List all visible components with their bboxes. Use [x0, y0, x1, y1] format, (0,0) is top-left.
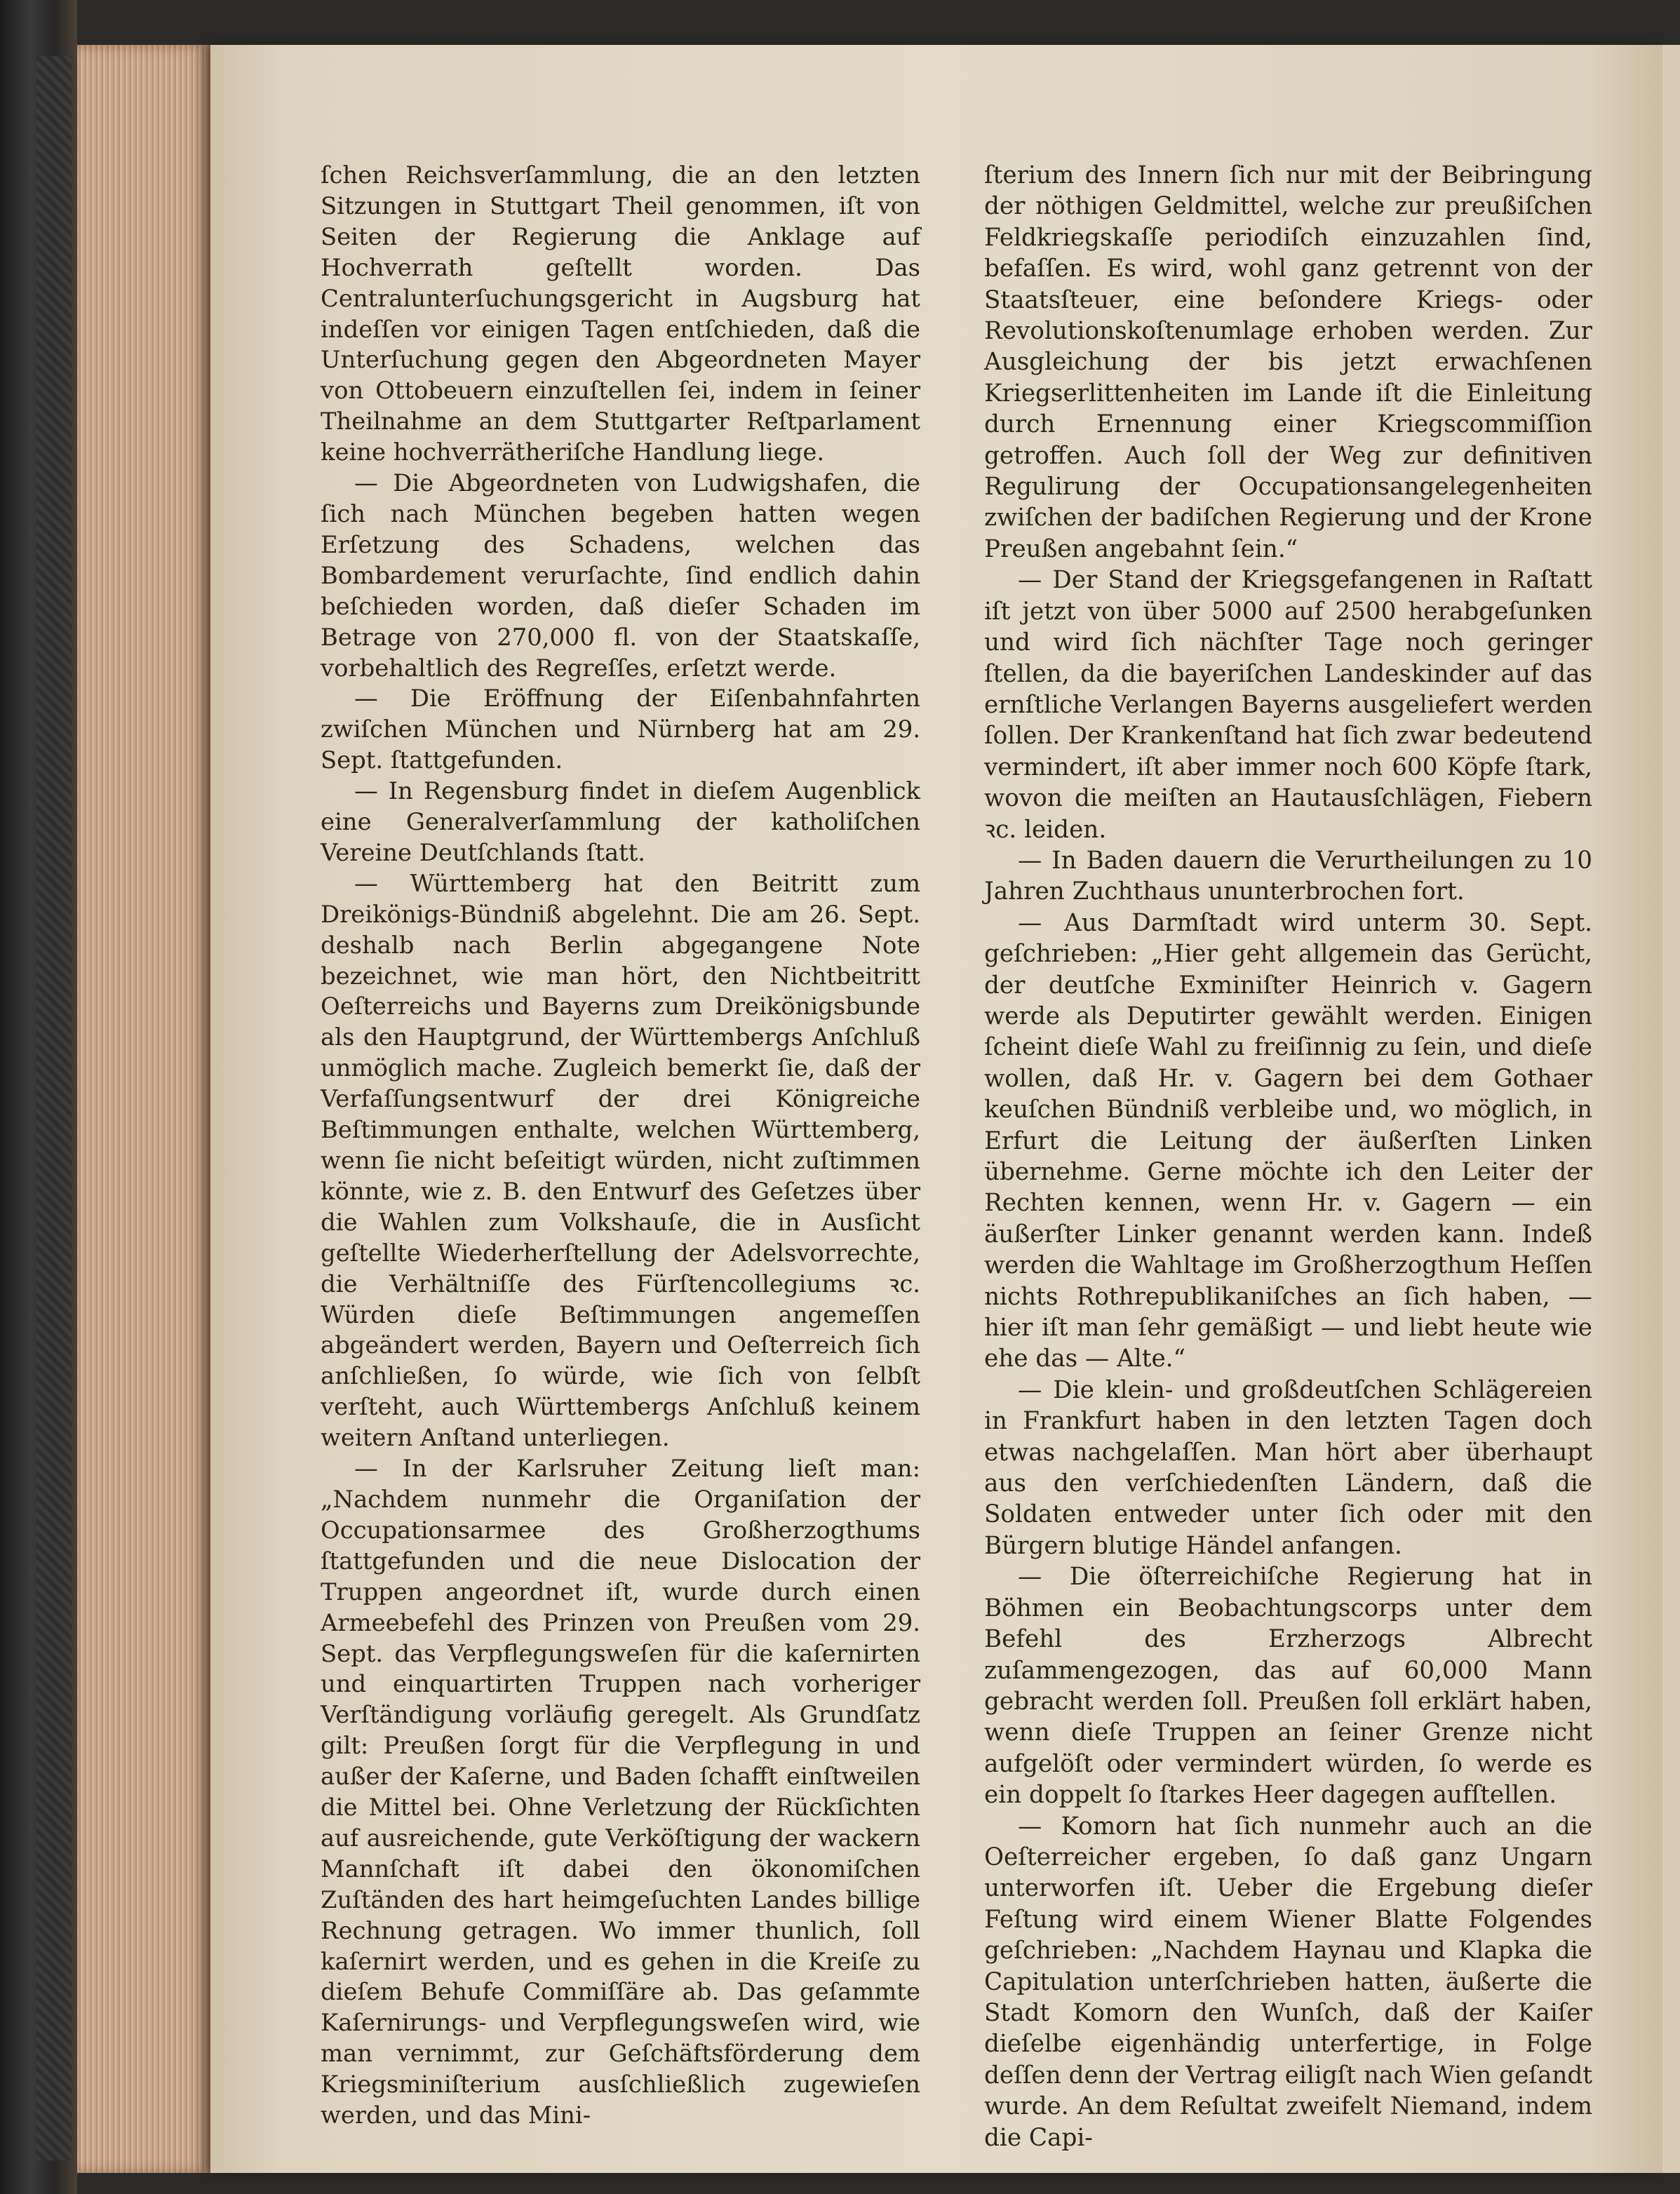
- paragraph: — In der Karlsruher Zeitung lieſt man: „Nachdem nunmehr die Organiſation der Occupationsarmee des Großherzogthums ſtattgefunden und die neue Dislocation der Truppen angeordnet iſt, wurde durch einen Armeebefehl des Prinzen von Preußen vom 29. Sept. das Verpflegungsweſen für die kaſernirten und einquartirten Truppen nach vorheriger Verſtändigung vorläufig geregelt. Als Grundſatz gilt: Preußen ſorgt für die Verpflegung in und außer der Kaſerne, und Baden ſchafft einſtweilen die Mittel bei. Ohne Verletzung der Rückſichten auf ausreichende, gute Verköſtigung der wackern Mannſchaft iſt dabei den ökonomiſchen Zuſtänden des hart heimgeſuchten Landes billige Rechnung getragen. Wo immer thunlich, ſoll kaſernirt werden, und es gehen in die Kreiſe zu dieſem Behufe Commiſſäre ab. Das geſammte Kaſernirungs- und Verpflegungsweſen wird, wie man vernimmt, zur Geſchäftsförderung dem Kriegsminiſterium ausſchließlich zugewieſen werden, und das Mini-: [321, 1455, 920, 2129]
- paragraph: — In Baden dauern die Verurtheilungen zu 10 Jahren Zuchthaus ununterbrochen fort.: [984, 846, 1592, 906]
- paragraph: — In Regensburg findet in dieſem Augenblick eine Generalverſammlung der katholiſchen Vereine Deutſchlands ſtatt.: [321, 777, 920, 866]
- paragraph: — Aus Darmſtadt wird unterm 30. Sept. geſchrieben: „Hier geht allgemein das Gerücht, der deutſche Exminiſter Heinrich v. Gagern werde als Deputirter gewählt werden. Einigen ſcheint dieſe Wahl zu freiſinnig zu ſein, und dieſe wollen, daß Hr. v. Gagern bei dem Gothaer keuſchen Bündniß verbleibe und, wo möglich, in Erfurt die Leitung der äußerſten Linken übernehme. Gerne möchte ich den Leiter der Rechten kennen, wenn Hr. v. Gagern — ein äußerſter Linker genannt werden kann. Indeß werden die Wahltage im Großherzogthum Heſſen nichts Rothrepublikaniſches an ſich haben, — hier iſt man ſehr gemäßigt — und liebt heute wie ehe das — Alte.“: [984, 908, 1592, 1373]
- paragraph: ſterium des Innern ſich nur mit der Beibringung der nöthigen Geldmittel, welche zur preußiſchen Feldkriegskaſſe periodiſch einzuzahlen ſind, befaſſen. Es wird, wohl ganz getrennt von der Staatsſteuer, eine beſondere Kriegs- oder Revolutionskoſtenumlage erhoben werden. Zur Ausgleichung der bis jetzt erwachſenen Kriegserlittenheiten im Lande iſt die Einleitung durch Ernennung einer Kriegscommiſſion getroffen. Auch ſoll der Weg zur definitiven Regulirung der Occupationsangelegenheiten zwiſchen der badiſchen Regierung und der Krone Preußen angebahnt ſein.“: [984, 161, 1592, 563]
- left-column: [321, 160, 920, 2131]
- cover-cloth-texture: [36, 56, 72, 2160]
- paragraph: — Die Abgeordneten von Ludwigshafen, die ſich nach München begeben hatten wegen Erſetzung des Schadens, welchen das Bombardement verurſachte, ſind endlich dahin beſchieden worden, daß dieſer Schaden im Betrage von 270,000 fl. von der Staatskaſſe, vorbehaltlich des Regreſſes, erſetzt werde.: [321, 469, 920, 682]
- paragraph: — Die klein- und großdeutſchen Schlägereien in Frankfurt haben in den letzten Tagen doch etwas nachgelaſſen. Man hört aber überhaupt aus den verſchiedenſten Ländern, daß die Soldaten entweder unter ſich oder mit den Bürgern blutige Händel anfangen.: [984, 1375, 1592, 1560]
- paragraph: — Komorn hat ſich nunmehr auch an die Oeſterreicher ergeben, ſo daß ganz Ungarn unterworfen iſt. Ueber die Ergebung dieſer Feſtung wird einem Wiener Blatte Folgendes geſchrieben: „Nachdem Haynau und Klapka die Capitulation unterſchrieben hatten, äußerte die Stadt Komorn den Wunſch, daß der Kaiſer dieſelbe eigenhändig unterfertige, in Folge deſſen denn der Vertrag eiligſt nach Wien geſandt wurde. An dem Reſultat zweifelt Niemand, indem die Capi-: [984, 1812, 1592, 2152]
- paragraph: ſchen Reichsverſammlung, die an den letzten Sitzungen in Stuttgart Theil genommen, iſt von Seiten der Regierung die Anklage auf Hochverrath geſtellt worden. Das Centralunterſuchungsgericht in Augsburg hat indeſſen vor einigen Tagen entſchieden, daß die Unterſuchung gegen den Abgeordneten Mayer von Ottobeuern einzuſtellen ſei, indem in ſeiner Theilnahme an dem Stuttgarter Reſtparlament keine hochverrätheriſche Handlung liege.: [321, 161, 920, 466]
- paragraph: — Der Stand der Kriegsgefangenen in Raſtatt iſt jetzt von über 5000 auf 2500 herabgeſunken und wird ſich nächſter Tage noch geringer ſtellen, da die bayeriſchen Landeskinder auf das ernſtliche Verlangen Bayerns ausgeliefert werden ſollen. Der Krankenſtand hat ſich zwar bedeutend vermindert, iſt aber immer noch 600 Köpfe ſtark, wovon die meiſten an Hautausſchlägen, Fiebern ꝛc. leiden.: [984, 566, 1592, 844]
- page-edges: [77, 45, 210, 2173]
- right-column: [984, 160, 1592, 2153]
- paragraph: — Die öſterreichiſche Regierung hat in Böhmen ein Beobachtungscorps unter dem Befehl des Erzherzogs Albrecht zuſammengezogen, das auf 60,000 Mann gebracht werden ſoll. Preußen ſoll erklärt haben, wenn dieſe Truppen an ſeiner Grenze nicht aufgelöſt oder vermindert würden, ſo werde es ein doppelt ſo ſtarkes Heer dagegen aufſtellen.: [984, 1563, 1592, 1810]
- paragraph: — Die Eröffnung der Eiſenbahnfahrten zwiſchen München und Nürnberg hat am 29. Sept. ſtattgefunden.: [321, 685, 920, 774]
- paragraph: — Württemberg hat den Beitritt zum Dreikönigs-Bündniß abgelehnt. Die am 26. Sept. deshalb nach Berlin abgegangene Note bezeichnet, wie man hört, den Nichtbeitritt Oeſterreichs und Bayerns zum Dreikönigsbunde als den Hauptgrund, der Württembergs Anſchluß unmöglich mache. Zugleich bemerkt ſie, daß der Verfaſſungsentwurf der drei Königreiche Beſtimmungen enthalte, welchen Württemberg, wenn ſie nicht beſeitigt würden, nicht zuſtimmen könnte, wie z. B. den Entwurf des Geſetzes über die Wahlen zum Volkshauſe, die in Ausſicht geſtellte Wiederherſtellung der Adelsvorrechte, die Verhältniſſe des Fürſtencollegiums ꝛc. Würden dieſe Beſtimmungen angemeſſen abgeändert werden, Bayern und Oeſterreich ſich anſchließen, ſo würde, wie ſich von ſelbſt verſteht, auch Württembergs Anſchluß keinem weitern Anſtand unterliegen.: [321, 869, 920, 1452]
- facing-page-edge: [1662, 45, 1680, 2173]
